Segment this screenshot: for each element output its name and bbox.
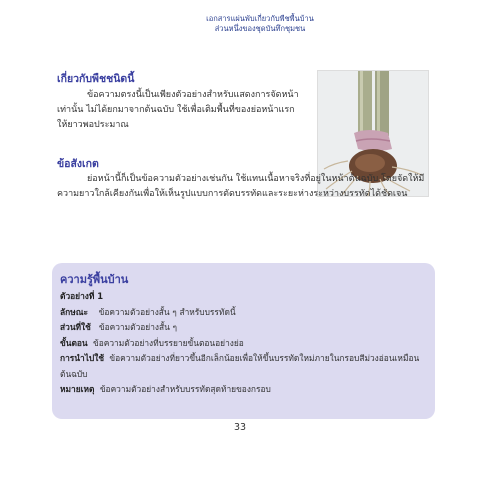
properties-line: ลักษณะ ข้อความตัวอย่างสั้น ๆ สำหรับบรรทัดนี้ <box>60 306 236 317</box>
recipe-label: ตัวอย่างที่ 1 <box>60 291 104 301</box>
nutrition-paragraph: ข้อความตรงนี้เป็นเพียงตัวอย่างสำหรับแสดงการจัดหน้าเท่านั้น ไม่ได้ยกมาจากต้นฉบับ ใช้เพื่อเติมพื้นที่ของย่อหน้าแรกให้ยาวพอประมาณ <box>57 90 299 130</box>
running-header <box>150 14 370 34</box>
folk-wisdom-box <box>52 263 435 419</box>
caution-paragraph: ย่อหน้านี้ก็เป็นข้อความตัวอย่างเช่นกัน ใช้แทนเนื้อหาจริงที่อยู่ในหน้าต้นฉบับ โดยจัดให้มีความยาวใกล้เคียงกันเพื่อให้เห็นรูปแบบการตัดบรรทัดและระยะห่างระหว่างบรรทัดได้ชัดเจน <box>57 174 425 199</box>
header-line-1: เอกสารแผ่นพับเกี่ยวกับพืชพื้นบ้าน <box>206 14 314 23</box>
page-number: 33 <box>233 422 247 433</box>
method-line: ขั้นตอน ข้อความตัวอย่างที่บรรยายขั้นตอนอย่างย่อ <box>60 337 244 348</box>
folk-wisdom-content <box>60 289 432 398</box>
caution-line: หมายเหตุ ข้อความตัวอย่างสำหรับบรรทัดสุดท้ายของกรอบ <box>60 384 271 394</box>
caution-heading: ข้อสังเกต <box>57 158 99 170</box>
folk-wisdom-heading: ความรู้พื้นบ้าน <box>60 273 129 286</box>
parts-used-line: ส่วนที่ใช้ ข้อความตัวอย่างสั้น ๆ <box>60 322 177 332</box>
header-line-2: ส่วนหนึ่งของชุดบันทึกชุมชน <box>214 24 306 33</box>
consumption-line: การนำไปใช้ ข้อความตัวอย่างที่ยาวขึ้นอีกเล็กน้อยเพื่อให้ขึ้นบรรทัดใหม่ภายในกรอบสีม่วงอ่อนเหมือนต้นฉบับ <box>60 353 420 379</box>
nutrition-heading: เกี่ยวกับพืชชนิดนี้ <box>57 73 135 85</box>
